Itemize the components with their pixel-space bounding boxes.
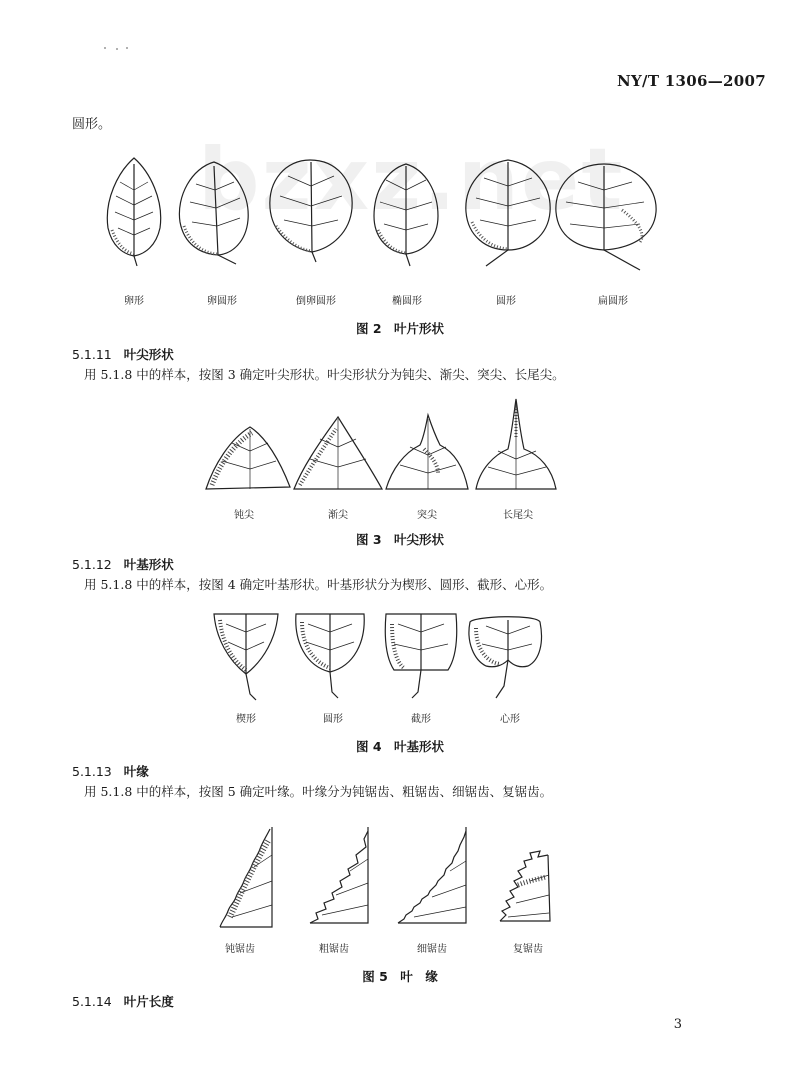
standard-code: NY/T 1306—2007 <box>617 72 766 90</box>
section-5-1-11-text: 用 5.1.8 中的样本，按图 3 确定叶尖形状。叶尖形状分为钝尖、渐尖、突尖、长尾尖。 <box>84 367 565 382</box>
section-number: 5.1.14 <box>72 994 112 1009</box>
fig3-label-cuspidate: 突尖 <box>417 510 437 521</box>
scan-speck <box>116 48 118 50</box>
fig5-label-crenate: 钝锯齿 <box>225 944 255 955</box>
fig4-label-cuneate: 楔形 <box>236 714 256 725</box>
margin-fine-serrate-drawing <box>398 827 466 923</box>
fig5-label-double-serrate: 复锯齿 <box>513 944 543 955</box>
watermark: bzxz.net <box>198 130 625 230</box>
page-number: 3 <box>673 1017 682 1032</box>
figure-4-title: 图 4 叶基形状 <box>355 739 445 754</box>
fig3-label-caudate: 长尾尖 <box>503 510 533 521</box>
fig2-label-ovate: 卵形 <box>124 296 144 307</box>
section-5-1-11-heading <box>72 345 174 363</box>
figure-2-title: 图 2 叶片形状 <box>355 321 445 336</box>
fig2-label-obovate-round: 倒卵圆形 <box>296 296 336 307</box>
base-round-drawing <box>296 614 364 698</box>
base-truncate-drawing <box>385 614 456 698</box>
section-number: 5.1.13 <box>72 764 112 779</box>
figure-5-leaf-margins <box>0 825 800 935</box>
fig5-label-fine-serrate: 细锯齿 <box>417 944 447 955</box>
tip-cuspidate-drawing <box>386 415 468 489</box>
leaf-elliptic-drawing <box>374 164 438 266</box>
section-5-1-14-heading <box>72 992 174 1010</box>
leaf-obovate-round-drawing <box>270 160 352 262</box>
section-number: 5.1.11 <box>72 347 112 362</box>
tip-obtuse-drawing <box>206 427 290 489</box>
section-5-1-13-text: 用 5.1.8 中的样本，按图 5 确定叶缘。叶缘分为钝锯齿、粗锯齿、细锯齿、复锯齿。 <box>84 784 553 799</box>
figure-5-title: 图 5 叶 缘 <box>362 969 438 984</box>
fig2-label-elliptic: 椭圆形 <box>392 296 422 307</box>
scan-speck <box>126 47 128 49</box>
tip-caudate-drawing <box>476 399 556 489</box>
leaf-round-ovate-drawing <box>179 162 248 264</box>
scan-speck <box>104 47 106 49</box>
margin-double-serrate-drawing <box>500 851 550 921</box>
fig4-label-cordate: 心形 <box>500 714 520 725</box>
leaf-flat-round-drawing <box>556 164 656 270</box>
leaf-round-drawing <box>466 160 550 266</box>
section-5-1-13-heading <box>72 762 149 780</box>
figure-3-leaf-tips <box>0 395 800 495</box>
fig3-label-obtuse: 钝尖 <box>234 510 254 521</box>
section-5-1-12-text: 用 5.1.8 中的样本，按图 4 确定叶基形状。叶基形状分为楔形、圆形、截形、心形。 <box>84 577 553 592</box>
section-title: 叶尖形状 <box>123 347 174 362</box>
section-title: 叶基形状 <box>123 557 174 572</box>
base-cuneate-drawing <box>214 614 278 700</box>
base-cordate-drawing <box>469 617 542 698</box>
fig2-label-round: 圆形 <box>496 296 516 307</box>
fig2-label-flat-round: 扁圆形 <box>598 296 628 307</box>
section-5-1-12-heading <box>72 555 174 573</box>
section-title: 叶片长度 <box>123 994 174 1009</box>
section-number: 5.1.12 <box>72 557 112 572</box>
margin-coarse-serrate-drawing <box>310 827 368 923</box>
section-title: 叶缘 <box>123 764 149 779</box>
continuation-text: 圆形。 <box>72 117 112 132</box>
fig5-label-coarse-serrate: 粗锯齿 <box>319 944 349 955</box>
figure-2-leaf-shapes <box>0 150 800 275</box>
fig2-label-round-ovate: 卵圆形 <box>207 296 237 307</box>
tip-acuminate-drawing <box>294 417 382 489</box>
figure-4-leaf-bases <box>0 612 800 704</box>
fig3-label-acuminate: 渐尖 <box>328 510 348 521</box>
fig4-label-round: 圆形 <box>323 714 343 725</box>
figure-3-title: 图 3 叶尖形状 <box>355 532 445 547</box>
fig4-label-truncate: 截形 <box>411 714 431 725</box>
leaf-ovate-drawing <box>107 158 160 266</box>
margin-crenate-drawing <box>220 827 272 927</box>
